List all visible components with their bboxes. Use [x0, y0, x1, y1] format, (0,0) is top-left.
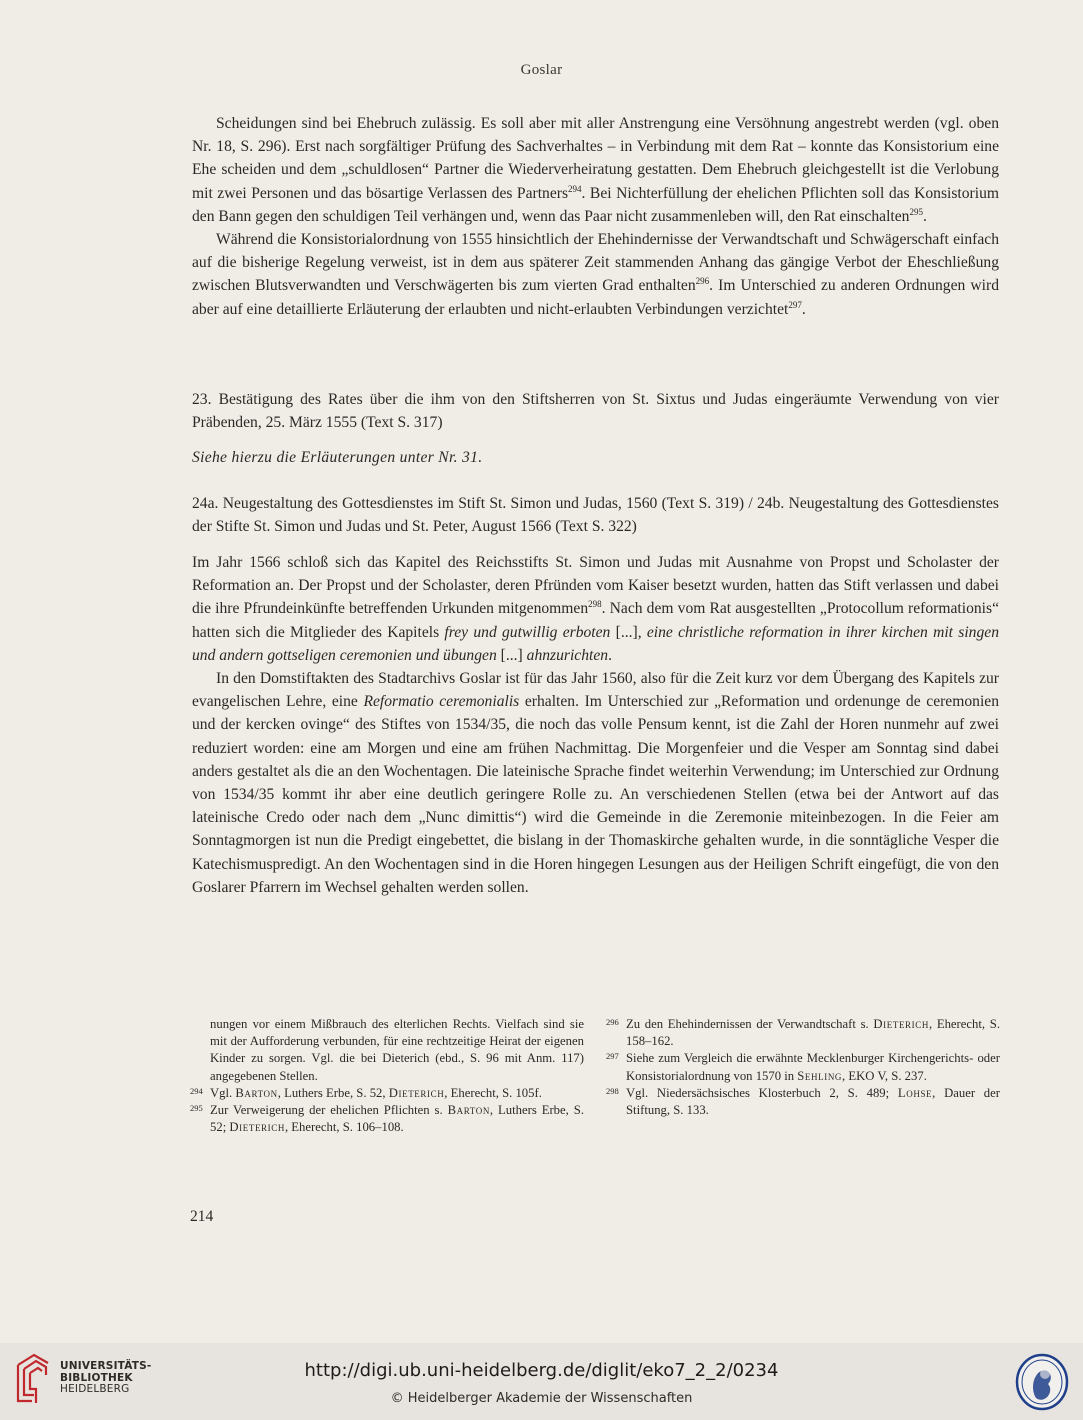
permalink-url[interactable]: http://digi.ub.uni-heidelberg.de/diglit/eko7_2_2/0234	[304, 1360, 779, 1381]
footnotes-left-column	[190, 1016, 584, 1136]
section-24-body	[192, 551, 999, 899]
footnote-ref[interactable]: 296	[695, 276, 710, 287]
paragraph: In den Domstiftakten des Stadtarchivs Goslar ist für das Jahr 1560, also für die Zeit kurz vor dem Übergang des Kapitels zur evangelischen Lehre, eine Reformatio ceremonialis erhalten. Im Unterschied zur „Reformation und ordenunge de ceremonien und der kercken ovinge“ des Stiftes von 1534/35, die noch das volle Pensum kennt, ist die Zahl der Horen nunmehr auf zwei reduziert worden: eine am Morgen und eine am frühen Nachmittag. Die Morgenfeier und die Vesper am Sonntag sind dabei anders gestaltet als die an den Wochentagen. Die lateinische Sprache findet weiterhin Verwendung; im Unterschied zur Ordnung von 1534/35 kommt ihr aber eine deutlich geringere Rolle zu. An verschiedenen Stellen (etwa bei der Antwort auf das lateinische Credo oder nach dem „Nunc dimittis“) wird die Gemeinde in die Zeremonie miteinbezogen. In die Feier am Sonntagmorgen ist nun die Predigt eingebettet, die bislang in der Thomaskirche gehalten wurde, in die sonntägliche Vesper die Katechismuspredigt. An den Wochentagen sind in die Horen hingegen Lesungen aus der Heiligen Schrift eingefügt, die von den Goslarer Pfarrern im Wechsel gehalten werden sollen.	[192, 670, 999, 896]
paragraph: Scheidungen sind bei Ehebruch zulässig. Es soll aber mit aller Anstrengung eine Versöhnung angestrebt werden (vgl. oben Nr. 18, S. 296). Erst nach sorgfältiger Prüfung des Sachverhaltes – in Verbindung mit dem Rat – konnte das Konsistorium eine Ehe scheiden und dem „schuldlosen“ Partner die Wiederverheiratung gestatten. Dem Ehebruch gleichgestellt ist die Verlobung mit zwei Personen und das bösartige Verlassen des Partners$^{294}$. Bei Nichterfüllung der ehelichen Pflichten soll das Konsistorium den Bann gegen den schuldigen Teil verhängen und, wenn das Paar nicht zusammenleben will, den Rat einschalten$^{295}$.	[192, 115, 999, 225]
viewer-footer	[0, 1343, 1083, 1420]
footnote-continuation: nungen vor einem Mißbrauch des elterlichen Rechts. Vielfach sind sie mit der Aufforderung verbunden, für eine rechtzeitige Heirat der eigenen Kinder zu sorgen. Vgl. die bei Dieterich (ebd., S. 96 mit Anm. 117) angegebenen Stellen.	[210, 1017, 584, 1083]
footnote-ref[interactable]: 294	[568, 183, 582, 194]
section-intro	[192, 112, 999, 321]
paragraph: Im Jahr 1566 schloß sich das Kapitel des Reichsstifts St. Simon und Judas mit Ausnahme von Propst und Scholaster der Reformation an. Der Propst und der Scholaster, deren Pfründen vom Kaiser besetzt wurden, hatten das Stift verlassen und dabei die ihre Pfrundeinkünfte betreffenden Urkunden mitgenommen$^{298}$. Nach dem vom Rat ausgestellten „Protocollum reformationis“ hatten sich die Mitglieder des Kapitels frey und gutwillig erboten [...], eine christliche reformation in ihrer kirchen mit singen und andern gottseligen ceremonien und übungen [...] ahnzurichten.	[192, 554, 999, 664]
academy-seal-icon	[1014, 1352, 1070, 1412]
footnote-294: 294 Vgl. Barton, Luthers Erbe, S. 52, Dieterich, Eherecht, S. 105f.	[190, 1085, 542, 1100]
footnote-295: 295 Zur Verweigerung der ehelichen Pflichten s. Barton, Luthers Erbe, S. 52; Dieterich, Eherecht, S. 106–108.	[190, 1103, 584, 1135]
section-24-heading: 24a. Neugestaltung des Gottesdienstes im Stift St. Simon und Judas, 1560 (Text S. 319) / 24b. Neugestaltung des Gottesdienstes der Stifte St. Simon und Judas und St. Peter, August 1566 (Text S. 322)	[192, 495, 999, 536]
footnote-296: 296 Zu den Ehehindernissen der Verwandtschaft s. Dieterich, Eherecht, S. 158–162.	[606, 1017, 1001, 1049]
section-23-note: Siehe hierzu die Erläuterungen unter Nr. 31.	[192, 449, 483, 466]
copyright-notice: © Heidelberger Akademie der Wissenschaften	[390, 1391, 693, 1406]
section-23-heading: 23. Bestätigung des Rates über die ihm von den Stiftsherren von St. Sixtus und Judas eingeräumte Verwendung von vier Präbenden, 25. März 1555 (Text S. 317)	[192, 391, 999, 432]
footnotes-right-column	[606, 1016, 1000, 1119]
footnote-297: 297 Siehe zum Vergleich die erwähnte Mecklenburger Kirchengerichts- oder Konsistorialordnung von 1570 in Sehling, EKO V, S. 237.	[606, 1051, 1000, 1083]
paragraph: Während die Konsistorialordnung von 1555 hinsichtlich der Ehehindernisse der Verwandtschaft und Schwägerschaft einfach auf die bisherige Regelung verweist, ist in dem aus späterer Zeit stammenden Anhang das gängige Verbot der Eheschließung zwischen Blutsverwandten und Verschwägerten bis zum vierten Grad enthalten$^{296}$. Im Unterschied zu anderen Ordnungen wird aber auf eine detaillierte Erläuterung der erlaubten und nicht-erlaubten Verbindungen verzichtet$^{297}$.	[192, 231, 999, 318]
footnote-ref[interactable]: 295	[909, 206, 923, 217]
page-number: 214	[190, 1208, 214, 1225]
footnote-298: 298 Vgl. Niedersächsisches Klosterbuch 2, S. 489; Lohse, Dauer der Stiftung, S. 133.	[606, 1085, 1000, 1118]
running-head: Goslar	[520, 62, 563, 78]
footnote-ref[interactable]: 298	[588, 599, 602, 610]
footnote-ref[interactable]: 297	[788, 299, 802, 310]
library-name[interactable]: UNIVERSITÄTS- BIBLIOTHEK HEIDELBERG	[60, 1360, 152, 1395]
